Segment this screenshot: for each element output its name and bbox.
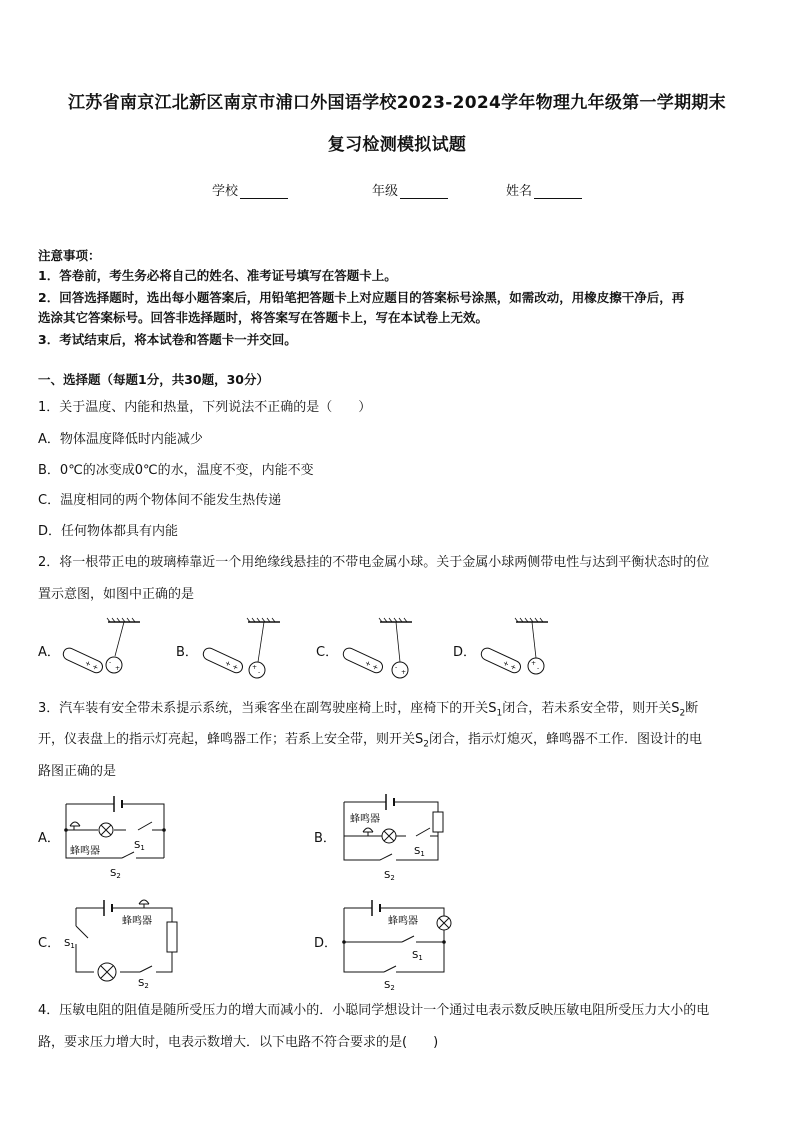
notice-heading: 注意事项： (38, 248, 101, 263)
page-title-line2: 复习检测模拟试题 (327, 135, 467, 155)
q1-option-c: C．温度相同的两个物体间不能发生热传递 (38, 493, 282, 508)
svg-text:+: + (115, 665, 121, 672)
q3-stem-line1: 3．汽车装有安全带未系提示系统，当乘客坐在副驾驶座椅上时，座椅下的开关$S_1$闭合，若未系安全带，则开关$S_2$断 (38, 701, 699, 719)
svg-text:S2: $S_2$ (138, 978, 149, 990)
svg-text:S2: $S_2$ (384, 980, 395, 992)
q2-stem-line1: 2．将一根带正电的玻璃棒靠近一个用绝缘线悬挂的不带电金属小球。关于金属小球两侧带电性与达到平衡状态时的位 (38, 555, 710, 570)
svg-text:-: - (109, 659, 112, 666)
q4-stem-line2: 路，要求压力增大时，电表示数增大．以下电路不符合要求的是( ) (38, 1035, 439, 1050)
q3-circuit-a (60, 792, 180, 882)
svg-text:+ +: + + (83, 658, 100, 673)
q3-stem-line2: 开，仪表盘上的指示灯亮起，蜂鸣器工作；若系上安全带，则开关$S_2$闭合，指示灯熄灭，蜂鸣器不工作．图设计的电 (38, 732, 703, 750)
section-heading: 一、选择题（每题1分，共30题，30分） (38, 372, 269, 387)
q3-circuit-c (60, 896, 184, 992)
q2-stem-line2: 置示意图，如图中正确的是 (38, 587, 195, 602)
q2-label-a: A． (38, 645, 60, 660)
q3d-buzzer-label: 蜂鸣器 (388, 916, 418, 927)
q3-stem-line3: 路图正确的是 (38, 764, 117, 779)
svg-text:S1: $S_1$ (414, 846, 425, 858)
svg-text:S1: $S_1$ (134, 840, 145, 852)
svg-text:+: + (401, 669, 407, 676)
q2-label-d: D． (453, 645, 477, 660)
svg-text:+ +: + + (501, 658, 518, 673)
svg-text:+ +: + + (363, 658, 380, 673)
q2-figure-c (340, 618, 430, 680)
notice-item-1: 1．答卷前，考生务必将自己的姓名、准考证号填写在答题卡上。 (38, 268, 397, 283)
q1-option-b: B．0℃的冰变成0℃的水，温度不变，内能不变 (38, 463, 314, 478)
q2-figure-b (200, 618, 290, 680)
svg-text:S2: $S_2$ (110, 868, 121, 880)
q3-circuit-b (340, 792, 460, 884)
q2-figure-d (478, 618, 568, 680)
page-title-line1: 江苏省南京江北新区南京市浦口外国语学校2023-2024学年物理九年级第一学期期末 (68, 93, 726, 113)
svg-text:S1: $S_1$ (64, 938, 75, 950)
q1-option-d: D．任何物体都具有内能 (38, 524, 179, 539)
school-field: 学校 (212, 180, 288, 199)
q1-option-a: A．物体温度降低时内能减少 (38, 432, 203, 447)
svg-text:+: + (252, 664, 258, 671)
q3-label-c: C． (38, 936, 61, 951)
svg-text:-: - (395, 664, 398, 671)
q3-label-a: A． (38, 831, 60, 846)
name-field: 姓名 (506, 180, 582, 199)
notice-item-2a: 2．回答选择题时，选出每小题答案后，用铅笔把答题卡上对应题目的答案标号涂黑，如需改动，用橡皮擦干净后，再 (38, 290, 685, 305)
q3b-buzzer-label: 蜂鸣器 (350, 814, 380, 825)
svg-text:-: - (258, 669, 261, 676)
q2-figure-a (60, 618, 150, 680)
svg-text:-: - (537, 665, 540, 672)
grade-field: 年级 (372, 180, 448, 199)
notice-item-3: 3．考试结束后，将本试卷和答题卡一并交回。 (38, 332, 297, 347)
svg-text:+ +: + + (223, 658, 240, 673)
q3c-buzzer-label: 蜂鸣器 (122, 916, 152, 927)
q3a-buzzer-label: 蜂鸣器 (70, 846, 100, 857)
notice-item-2b: 选涂其它答案标号。回答非选择题时，将答案写在答题卡上，写在本试卷上无效。 (38, 310, 489, 325)
q2-label-c: C． (316, 645, 339, 660)
q3-circuit-d (340, 896, 464, 992)
q3-label-b: B． (314, 831, 336, 846)
q3-label-d: D． (314, 936, 338, 951)
q4-stem-line1: 4．压敏电阻的阻值是随所受压力的增大而减小的．小聪同学想设计一个通过电表示数反映压敏电阻所受压力大小的电 (38, 1003, 710, 1018)
svg-text:+: + (531, 660, 537, 667)
svg-text:S1: $S_1$ (412, 950, 423, 962)
q1-stem: 1．关于温度、内能和热量，下列说法不正确的是（ ） (38, 400, 372, 415)
svg-text:S2: $S_2$ (384, 870, 395, 882)
q2-label-b: B． (176, 645, 198, 660)
